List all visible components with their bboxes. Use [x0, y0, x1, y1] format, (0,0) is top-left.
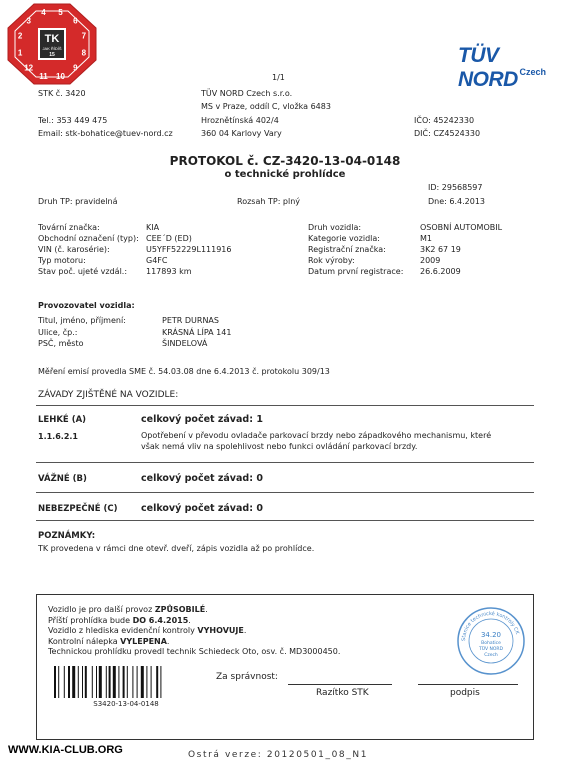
notes-text: TK provedena v rámci dne otevř. dveří, zápis vozidla až po prohlídce. — [38, 544, 315, 553]
operator-street: KRÁSNÁ LÍPA 141 — [162, 327, 232, 337]
protocol-title: PROTOKOL č. CZ-3420-13-04-0148 — [169, 154, 401, 168]
barcode-bar — [68, 666, 70, 698]
vehicle-label: Datum první registrace: — [308, 267, 404, 276]
vehicle-left-values — [146, 222, 231, 277]
vehicle-label: Stav poč. ujeté vzdál.: — [38, 267, 128, 276]
barcode-bar — [106, 666, 107, 698]
defect-description-line2: však nemá vliv na spolehlivost nebo funkci ovládání parkovací brzdy. — [141, 442, 418, 451]
defects-heading: ZÁVADY ZJIŠTĚNÉ NA VOZIDLE: — [38, 390, 179, 400]
protocol-date: Dne: 6.4.2013 — [428, 197, 486, 206]
stamp-ring-text: Stanice technické kontroly CK — [460, 610, 521, 642]
vehicle-mileage: 117893 km — [146, 267, 192, 276]
signature-line — [418, 684, 518, 685]
operator-label: PSČ, město — [38, 339, 84, 348]
header-street: Hroznětínská 402/4 — [201, 116, 279, 125]
header-tel: Tel.: 353 449 475 — [38, 116, 108, 125]
inspection-scope: Rozsah TP: plný — [237, 197, 301, 206]
vehicle-engine: G4FC — [146, 256, 168, 265]
operator-name: PETR DURNAS — [162, 316, 219, 325]
barcode-bar — [96, 666, 97, 698]
vehicle-label: Typ motoru: — [38, 256, 86, 265]
barcode-bar — [123, 666, 125, 698]
barcode — [52, 666, 200, 698]
section-divider — [36, 405, 534, 406]
header-email: Email: stk-bohatice@tuev-nord.cz — [38, 129, 173, 138]
barcode-bar — [72, 666, 75, 698]
vehicle-label: Registrační značka: — [308, 245, 386, 254]
operator-labels — [38, 315, 126, 350]
stk-number: STK č. 3420 — [38, 89, 86, 98]
barcode-bar — [156, 666, 158, 698]
vehicle-plate: 3K2 67 19 — [420, 245, 461, 254]
seal-number: 4 — [41, 8, 46, 18]
defects-dangerous-count: celkový počet závad: 0 — [141, 503, 263, 514]
seal-number: 9 — [73, 63, 78, 73]
inspection-type: Druh TP: pravidelná — [38, 197, 118, 206]
seal-number: 8 — [81, 48, 87, 58]
footer-site: WWW.KIA-CLUB.ORG — [8, 744, 123, 756]
stamp-line2: TÜV NORD — [478, 647, 504, 652]
vehicle-type: CEE´D (ED) — [146, 234, 192, 243]
vehicle-year: 2009 — [420, 256, 441, 265]
logo-main-text: TÜV NORD — [458, 44, 518, 91]
seal-number: 6 — [73, 16, 78, 26]
protocol-subtitle: o technické prohlídce — [224, 169, 346, 180]
stamp-line3: Czech — [484, 653, 498, 658]
logo-sub-text: Czech — [519, 67, 546, 77]
seal-number: 5 — [58, 8, 63, 18]
seal-number: 7 — [81, 31, 87, 41]
result-text: Vozidlo je pro další provoz ZPŮSOBILÉ. Příští prohlídka bude DO 6.4.2015. Vozidlo z hlediska evidenční kontroly VYHOVUJE. Kontrolní nálepka VYLEPENA. Technickou prohlídku provedl technik Schiedeck Oto, osv. č. MD3000450. — [48, 605, 341, 656]
vehicle-label: Rok výroby: — [308, 256, 355, 265]
operator-values — [162, 315, 231, 350]
vehicle-kind: OSOBNÍ AUTOMOBIL — [420, 223, 503, 232]
seal-number: 3 — [26, 16, 31, 26]
vehicle-left-labels — [38, 222, 139, 277]
vehicle-vin: U5YFF52229L111916 — [146, 245, 232, 254]
seal-number: 10 — [56, 71, 65, 81]
defects-light-label: LEHKÉ (A) — [38, 415, 87, 425]
defect-description-line1: Opotřebení v převodu ovladače parkovací brzdy nebo západkového mechanismu, které — [141, 431, 492, 440]
vehicle-category: M1 — [420, 234, 432, 243]
stamp-number: 34.20 — [480, 631, 502, 639]
barcode-bar — [151, 666, 152, 698]
section-divider — [36, 462, 534, 463]
roadworthy-status: ZPŮSOBILÉ — [154, 605, 206, 614]
seal-number: 1 — [17, 48, 23, 58]
seal-number: 2 — [17, 31, 23, 41]
za-spravnost-label: Za správnost: — [216, 672, 278, 682]
barcode-bar — [141, 666, 144, 698]
barcode-bar — [137, 666, 138, 698]
barcode-number: S3420-13-04-0148 — [93, 700, 159, 708]
vehicle-label: Druh vozidla: — [308, 223, 362, 232]
header-ico: IČO: 45242330 — [414, 116, 475, 125]
tuv-nord-logo — [452, 40, 552, 91]
podpis-label: podpis — [450, 688, 480, 698]
technician-line: Technickou prohlídku provedl technik Schiedeck Oto, osv. č. MD3000450. — [48, 647, 341, 656]
barcode-bar — [85, 666, 87, 698]
header-company: TÜV NORD Czech s.r.o. — [201, 89, 293, 98]
barcode-bar — [109, 666, 111, 698]
page-number: 1/1 — [272, 73, 285, 82]
seal-center-text: TK — [44, 33, 60, 45]
registration-check-status: VYHOVUJE — [197, 626, 244, 635]
stk-seal-logo — [4, 2, 100, 86]
barcode-bar — [64, 666, 65, 698]
defects-serious-count: celkový počet závad: 0 — [141, 473, 263, 484]
operator-heading: Provozovatel vozidla: — [38, 301, 135, 310]
notes-heading: POZNÁMKY: — [38, 531, 96, 541]
operator-label: Titul, jméno, příjmení: — [38, 316, 126, 325]
barcode-bar — [58, 666, 59, 698]
header-city: 360 04 Karlovy Vary — [201, 129, 282, 138]
barcode-bar — [82, 666, 83, 698]
defects-dangerous-label: NEBEZPEČNÉ (C) — [38, 504, 118, 514]
barcode-bar — [146, 666, 147, 698]
sticker-status: VYLEPENA — [120, 636, 167, 646]
stamp-line1: Bohatice — [481, 641, 501, 646]
protocol-id: ID: 29568597 — [428, 183, 483, 192]
razitko-label: Razítko STK — [316, 688, 369, 698]
vehicle-label: Tovární značka: — [38, 223, 100, 232]
barcode-bar — [160, 666, 161, 698]
barcode-bar — [118, 666, 119, 698]
stamp-line — [288, 684, 392, 685]
barcode-bar — [78, 666, 79, 698]
footer-version: Ostrá verze: 20120501_08_N1 — [188, 750, 369, 760]
seal-sub-text: JAK ŘÍDÍŠ — [42, 46, 62, 51]
defects-serious-label: VÁŽNÉ (B) — [38, 474, 87, 484]
vehicle-right-labels — [308, 222, 403, 277]
operator-city: ŠINDELOVÁ — [162, 339, 208, 348]
barcode-bar — [132, 666, 133, 698]
vehicle-first-registration: 26.6.2009 — [420, 267, 461, 276]
seal-number: 12 — [24, 63, 34, 73]
vehicle-label: Obchodní označení (typ): — [38, 234, 139, 243]
header-dic: DIČ: CZ4524330 — [414, 129, 481, 138]
stk-stamp — [456, 606, 526, 676]
operator-label: Ulice, čp.: — [38, 327, 78, 337]
section-divider — [36, 520, 534, 521]
seal-year-mark: 15 — [49, 52, 55, 58]
defects-light-count: celkový počet závad: 1 — [141, 414, 263, 425]
vehicle-right-values — [420, 222, 502, 277]
barcode-bar — [54, 666, 56, 698]
vehicle-label: Kategorie vozidla: — [308, 234, 380, 243]
header-registry: MS v Praze, oddíl C, vložka 6483 — [201, 102, 331, 111]
barcode-bar — [92, 666, 93, 698]
section-divider — [36, 492, 534, 493]
defect-code: 1.1.6.2.1 — [38, 432, 78, 441]
next-inspection-date: DO 6.4.2015 — [132, 615, 189, 625]
vehicle-brand: KIA — [146, 223, 160, 232]
seal-number: 11 — [39, 71, 48, 81]
emissions-note: Měření emisí provedla SME č. 54.03.08 dne 6.4.2013 č. protokolu 309/13 — [38, 367, 330, 376]
vehicle-label: VIN (č. karosérie): — [38, 245, 110, 254]
barcode-bar — [99, 666, 102, 698]
barcode-bar — [113, 666, 116, 698]
barcode-bar — [127, 666, 128, 698]
